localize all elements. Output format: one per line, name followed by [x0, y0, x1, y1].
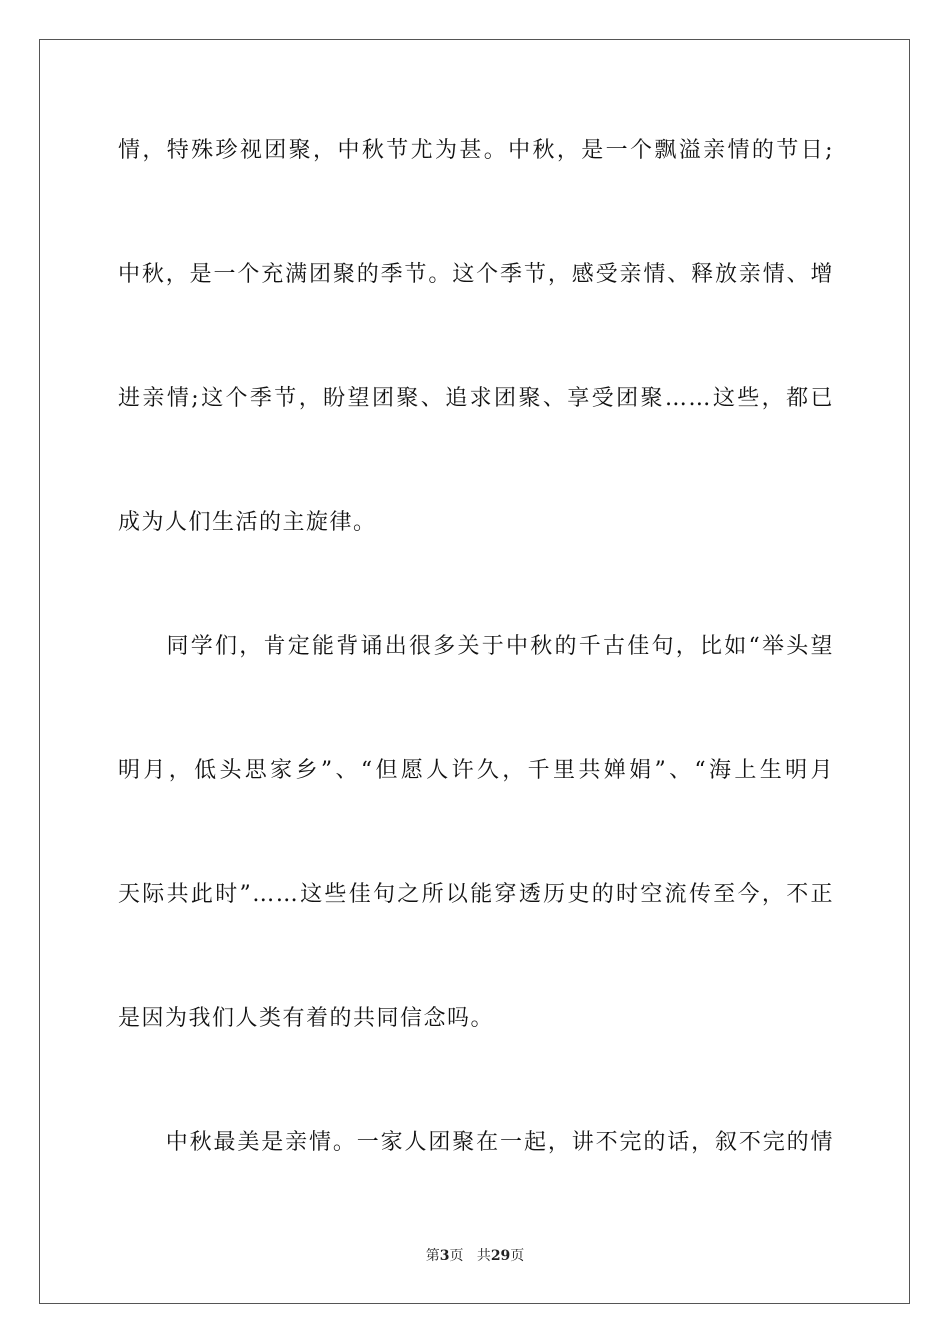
- body-line-9: 中秋最美是亲情。一家人团聚在一起，讲不完的话，叙不完的情: [118, 1130, 834, 1155]
- footer-total-suffix: 页: [510, 1248, 525, 1264]
- footer-prefix: 第: [425, 1248, 440, 1264]
- body-line-3: 进亲情;这个季节，盼望团聚、追求团聚、享受团聚……这些，都已: [118, 386, 834, 411]
- footer-page-suffix: 页: [449, 1248, 464, 1264]
- body-line-2: 中秋，是一个充满团聚的季节。这个季节，感受亲情、释放亲情、增: [118, 262, 834, 287]
- footer-total-prefix: 共: [476, 1248, 491, 1264]
- page-frame: [39, 39, 910, 1304]
- body-line-5: 同学们，肯定能背诵出很多关于中秋的千古佳句，比如“举头望: [118, 634, 834, 659]
- current-page-number: 3: [439, 1248, 450, 1264]
- total-pages-number: 29: [490, 1248, 511, 1264]
- body-line-6: 明月，低头思家乡”、“但愿人许久，千里共婵娟”、“海上生明月: [118, 758, 834, 783]
- body-line-1: 情，特殊珍视团聚，中秋节尤为甚。中秋，是一个飘溢亲情的节日;: [118, 138, 834, 163]
- body-line-4: 成为人们生活的主旋律。: [118, 510, 377, 535]
- body-line-7: 天际共此时”……这些佳句之所以能穿透历史的时空流传至今，不正: [118, 882, 834, 907]
- body-line-8: 是因为我们人类有着的共同信念吗。: [118, 1006, 495, 1031]
- page-footer: [0, 1247, 950, 1265]
